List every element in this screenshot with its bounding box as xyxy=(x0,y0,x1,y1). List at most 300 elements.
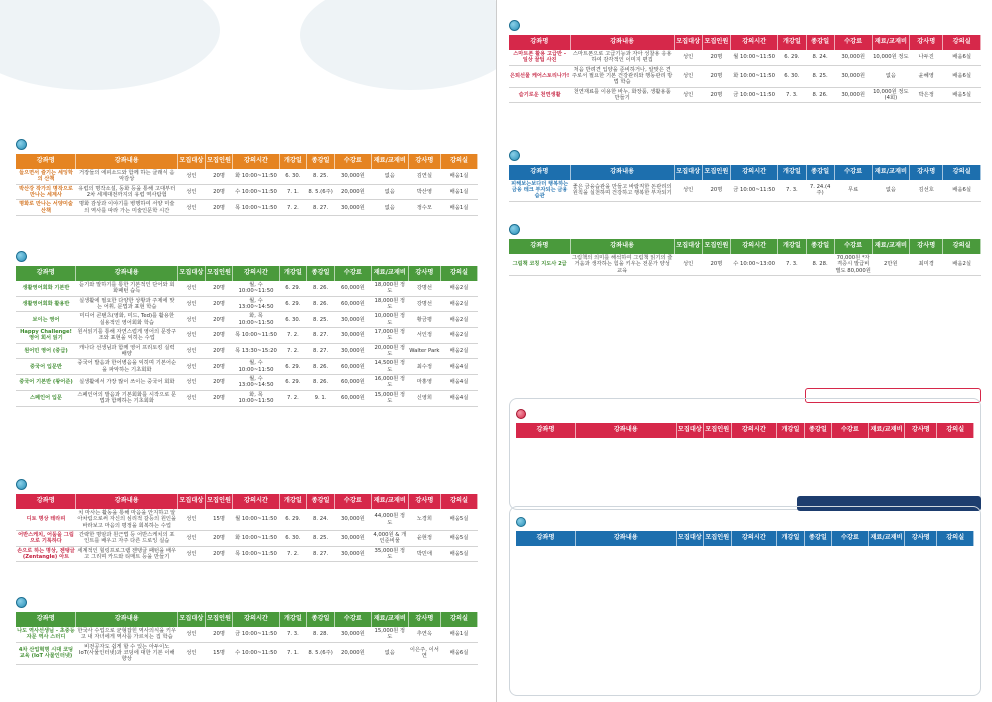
cell-classroom: 배움4실 xyxy=(441,359,478,375)
cell-material-fee: 18,000원 정도 xyxy=(371,296,408,312)
table-row xyxy=(509,65,981,87)
column-header: 개강일 xyxy=(279,266,307,281)
cell-target: 성인 xyxy=(178,296,206,312)
cell-capacity: 20명 xyxy=(205,184,233,200)
column-header: 수강료 xyxy=(834,35,872,50)
cell-schedule: 수 10:00~13:00 xyxy=(731,254,778,276)
column-header: 모집인원 xyxy=(205,494,233,509)
cell-fee: 30,000원 xyxy=(334,546,371,562)
cell-fee: 30,000원 xyxy=(334,200,371,216)
globe-icon xyxy=(16,251,27,262)
column-header: 강좌내용 xyxy=(570,239,674,254)
cell-schedule: 목 10:00~11:50 xyxy=(233,546,279,562)
cell-course-content: 원서읽기를 통해 자연스럽게 영어의 문장구조와 표현을 익히는 수업 xyxy=(77,329,177,342)
cell-instructor: 황금평 xyxy=(408,312,440,328)
cell-start-date: 6. 29. xyxy=(279,359,307,375)
cell-material-fee: 없음 xyxy=(872,180,910,201)
cell-target: 성인 xyxy=(674,65,702,87)
cell-end-date: 8. 25. xyxy=(806,65,834,87)
column-header: 강좌명 xyxy=(509,239,570,254)
table-row xyxy=(16,642,478,664)
column-header: 강좌내용 xyxy=(575,531,676,546)
globe-icon xyxy=(16,597,27,608)
cell-target: 성인 xyxy=(674,87,702,103)
cell-capacity: 20명 xyxy=(205,359,233,375)
cell-course-name: 나도 역사선생님 - 초중등 자문 역사 스터디 xyxy=(17,628,75,641)
cell-fee: 60,000원 xyxy=(334,390,371,406)
right-page xyxy=(496,0,992,702)
cell-end-date: 8. 27. xyxy=(307,546,335,562)
cell-fee: 60,000원 xyxy=(334,359,371,375)
cell-target: 성인 xyxy=(178,642,206,664)
cell-instructor: 추연옥 xyxy=(408,627,440,642)
column-header: 강사명 xyxy=(910,35,943,50)
course-table xyxy=(509,35,981,103)
table-row xyxy=(509,180,981,201)
cell-target: 성인 xyxy=(178,343,206,359)
column-header: 개강일 xyxy=(777,531,804,546)
cell-target: 성인 xyxy=(674,254,702,276)
cell-schedule: 금 10:00~11:50 xyxy=(233,627,279,642)
cell-capacity: 20명 xyxy=(702,87,730,103)
cell-start-date: 7. 2. xyxy=(279,343,307,359)
cell-course-content: 스페인어의 발음과 기본회화를 시작으로 문법과 함께하는 기초회화 xyxy=(77,391,177,405)
section-global-language xyxy=(16,249,478,409)
cell-target: 성인 xyxy=(178,281,206,296)
column-header: 재료/교재비 xyxy=(872,239,910,254)
column-header: 수강료 xyxy=(834,239,872,254)
column-header: 모집대상 xyxy=(674,239,702,254)
column-header: 강좌내용 xyxy=(76,494,178,509)
incheon-program xyxy=(509,398,981,510)
cell-course-content: 치 마사는 활동을 통해 마음을 안지하고 알아차림으로써 자신의 심리적 갈등의 원인을 바라보고 마음의 평정을 회복하는 수업 xyxy=(77,510,177,529)
cell-fee: 30,000원 xyxy=(334,343,371,359)
cell-capacity: 20명 xyxy=(205,375,233,391)
cell-classroom: 배움1실 xyxy=(441,200,478,216)
cell-start-date: 7. 3. xyxy=(778,254,806,276)
cell-end-date: 8. 5.(6주) xyxy=(307,642,335,664)
column-header: 강의실 xyxy=(943,239,981,254)
column-header: 재료/교재비 xyxy=(872,35,910,50)
cell-end-date: 8. 26. xyxy=(307,281,335,296)
cell-fee: 30,000원 xyxy=(334,627,371,642)
globe-icon xyxy=(16,139,27,150)
cell-course-name: 은퇴선물 케어스토리나가! xyxy=(509,65,570,87)
table-row xyxy=(16,546,478,562)
cell-course-content: 세계적인 힐링프로그램 젠탱글 패턴을 배우고 그리며 카드와 티매트 등을 만들기 xyxy=(77,547,177,561)
cell-capacity: 20명 xyxy=(702,254,730,276)
cell-course-name: 명화로 만나는 서양미술 산책 xyxy=(16,200,76,216)
cell-capacity: 20명 xyxy=(205,546,233,562)
column-header: 강사명 xyxy=(905,531,937,546)
globe-icon xyxy=(509,20,520,31)
cell-schedule: 화, 목 10:00~11:50 xyxy=(233,390,279,406)
cell-capacity: 20명 xyxy=(702,65,730,87)
cell-classroom: 배움1실 xyxy=(441,184,478,200)
column-header: 종강일 xyxy=(806,35,834,50)
column-header: 수강료 xyxy=(334,612,371,627)
cell-target: 성인 xyxy=(178,390,206,406)
cell-fee: 30,000원 xyxy=(334,531,371,547)
cell-fee: 20,000원 xyxy=(334,642,371,664)
cell-end-date: 8. 26. xyxy=(307,359,335,375)
column-header: 강좌명 xyxy=(509,35,570,50)
course-table xyxy=(16,494,478,562)
column-header: 모집인원 xyxy=(205,612,233,627)
cell-start-date: 6. 29. xyxy=(778,50,806,65)
column-header: 재료/교재비 xyxy=(371,266,408,281)
cell-course-content: 명화 감상과 이야기를 병행하여 서양 미술의 역사를 따라 가는 미술인문학 시간 xyxy=(76,200,178,216)
cell-capacity: 20명 xyxy=(205,390,233,406)
cell-instructor: 강명선 xyxy=(408,296,440,312)
column-header: 강좌내용 xyxy=(570,165,674,180)
cell-classroom: 배움4실 xyxy=(441,375,478,391)
cell-end-date: 8. 27. xyxy=(307,200,335,216)
column-header: 강의시간 xyxy=(731,423,777,438)
cell-instructor: 최수정 xyxy=(408,359,440,375)
column-header: 종강일 xyxy=(307,612,335,627)
cell-material-fee: 16,000원 정도 xyxy=(371,375,408,391)
cell-course-name: 생활영어회화 활용반 xyxy=(16,296,76,312)
cell-material-fee: 20,000원 정도 xyxy=(371,343,408,359)
cell-fee: 30,000원 xyxy=(334,312,371,328)
cell-course-content: 그림책의 의미를 해석하여 그림책 읽기의 즐거움과 생각하는 힘을 키우는 전문가 양성 교육 xyxy=(571,255,673,274)
cell-course-content: 캐나다 선생님과 함께 영어 프리토킹 실력 배양 xyxy=(76,343,178,359)
column-header: 강의시간 xyxy=(731,531,777,546)
column-header: 재료/교재비 xyxy=(371,494,408,509)
cell-classroom: 배움6실 xyxy=(943,65,981,87)
section-healing-art xyxy=(16,477,478,562)
cell-end-date: 8. 24. xyxy=(806,50,834,65)
cell-start-date: 7. 3. xyxy=(778,87,806,103)
cell-target: 성인 xyxy=(178,531,206,547)
cell-end-date: 8. 26. xyxy=(806,87,834,103)
cell-start-date: 7. 2. xyxy=(279,200,307,216)
column-header: 모집대상 xyxy=(674,35,702,50)
instructor-list xyxy=(516,548,636,551)
column-header: 강의실 xyxy=(441,266,478,281)
cell-course-name: 4차 산업혁명 시대 코딩교육 (IoT 사물인터넷) xyxy=(16,642,76,664)
cell-schedule: 화 10:00~11:50 xyxy=(233,531,279,547)
cell-target: 성인 xyxy=(178,627,206,642)
cell-start-date: 6. 29. xyxy=(279,281,307,296)
cell-material-fee: 17,000원 정도 xyxy=(371,328,408,344)
cell-schedule: 수 10:00~11:50 xyxy=(233,642,279,664)
column-header: 모집대상 xyxy=(674,165,702,180)
cell-course-content: 간략한 명암과 원근법 등 어반스케치의 포인트를 배우고 자주 다른 드로잉 실습 xyxy=(76,531,178,547)
column-header: 강사명 xyxy=(905,423,937,438)
cell-course-content: 중국어 발음과 한어병음을 익히며 기본어순을 파악하는 기초회화 xyxy=(77,360,177,373)
column-header: 개강일 xyxy=(279,154,307,169)
cell-capacity: 20명 xyxy=(205,169,233,184)
cell-material-fee: 10,000원 정도 xyxy=(371,312,408,328)
table-row xyxy=(509,87,981,103)
cell-capacity: 20명 xyxy=(205,531,233,547)
table-row xyxy=(16,296,478,312)
column-header: 종강일 xyxy=(307,154,335,169)
column-header: 강의실 xyxy=(937,531,974,546)
cell-fee: 무료 xyxy=(834,180,872,201)
cell-target: 성인 xyxy=(674,180,702,201)
table-row xyxy=(16,390,478,406)
cell-capacity: 20명 xyxy=(205,296,233,312)
cell-end-date: 8. 26. xyxy=(307,296,335,312)
cell-fee: 70,000원 *자격증시 발급비 별도 80,000원 xyxy=(835,255,871,274)
world-map-decoration xyxy=(0,0,220,90)
column-header: 개강일 xyxy=(279,494,307,509)
cell-course-name: 중국어 입문반 xyxy=(16,359,76,375)
course-table xyxy=(509,165,981,202)
section-expert xyxy=(509,222,981,276)
cell-end-date: 8. 24. xyxy=(307,509,335,531)
cell-target: 성인 xyxy=(178,375,206,391)
column-header: 강좌내용 xyxy=(76,612,178,627)
cell-course-name: 슬기로운 천연생활 xyxy=(509,87,570,103)
cell-classroom: 배움5실 xyxy=(441,531,478,547)
column-header: 강의시간 xyxy=(731,35,778,50)
cell-target: 성인 xyxy=(178,312,206,328)
cell-fee: 60,000원 xyxy=(334,281,371,296)
cell-end-date: 8. 26. xyxy=(307,375,335,391)
cell-fee: 20,000원 xyxy=(334,184,371,200)
column-header: 재료/교재비 xyxy=(371,612,408,627)
cell-fee: 30,000원 xyxy=(334,328,371,344)
course-table xyxy=(16,612,478,665)
cell-instructor: 김연실 xyxy=(408,169,440,184)
cell-capacity: 20명 xyxy=(702,50,730,65)
cell-course-name: 스마트폰 활용 고급반 - 일상 꿀팁 사진 xyxy=(509,50,570,65)
column-header: 강의실 xyxy=(943,165,981,180)
column-header: 종강일 xyxy=(307,266,335,281)
cell-course-name: 들으면서 즐기는 세잉학의 산책 xyxy=(16,169,76,184)
cell-classroom: 배움1실 xyxy=(441,627,478,642)
table-row xyxy=(509,50,981,65)
cell-material-fee: 없음 xyxy=(371,200,408,216)
cell-classroom: 배움2실 xyxy=(441,296,478,312)
column-header: 재료/교재비 xyxy=(872,165,910,180)
cell-classroom: 배움6실 xyxy=(943,180,981,201)
cell-course-content: 비전공자도 쉽게 할 수 있는 아두이노 IoT(사물인터넷)과 코딩에 대한 기본 이해 향상 xyxy=(76,642,178,664)
cell-start-date: 7. 3. xyxy=(778,180,806,201)
globe-icon xyxy=(509,224,520,235)
cell-instructor: 신영희 xyxy=(408,390,440,406)
lecture-schedule xyxy=(642,548,974,551)
cell-course-name: 스페인어 입문 xyxy=(16,390,76,406)
cell-instructor: 김선호 xyxy=(910,180,943,201)
cell-course-name: Happy Challenge! 영어 회서 읽기 xyxy=(16,328,76,344)
cell-start-date: 7. 2. xyxy=(279,546,307,562)
column-header: 개강일 xyxy=(778,165,806,180)
column-header: 재료/교재비 xyxy=(371,154,408,169)
cell-classroom: 배움2실 xyxy=(441,312,478,328)
cell-end-date: 8. 25. xyxy=(307,312,335,328)
column-header: 모집인원 xyxy=(702,165,730,180)
cell-material-fee: 10,000원 정도 xyxy=(872,50,910,65)
cell-material-fee: 없음 xyxy=(371,184,408,200)
cell-start-date: 6. 30. xyxy=(279,531,307,547)
cell-capacity: 20명 xyxy=(205,312,233,328)
cell-capacity: 20명 xyxy=(205,281,233,296)
cell-course-name: 중국어 기본반 (왕어준) xyxy=(16,375,76,391)
cell-end-date: 9. 1. xyxy=(307,390,335,406)
table-row xyxy=(16,359,478,375)
column-header: 강사명 xyxy=(408,612,440,627)
cell-start-date: 7. 2. xyxy=(279,328,307,344)
cell-material-fee: 35,000원 정도 xyxy=(371,546,408,562)
cell-start-date: 6. 29. xyxy=(279,375,307,391)
column-header: 종강일 xyxy=(804,531,831,546)
cell-classroom: 배움6실 xyxy=(441,642,478,664)
section-life-coaching xyxy=(509,18,981,103)
cell-material-fee: 18,000원 정도 xyxy=(371,281,408,296)
column-header: 종강일 xyxy=(806,239,834,254)
cell-classroom: 배움2실 xyxy=(943,254,981,276)
column-header: 강의실 xyxy=(441,154,478,169)
cell-classroom: 배움1실 xyxy=(441,169,478,184)
globe-icon xyxy=(16,479,27,490)
cell-instructor: 박민애 xyxy=(408,546,440,562)
cell-classroom: 배움5실 xyxy=(943,87,981,103)
cell-schedule: 금 10:00~11:50 xyxy=(731,87,778,103)
column-header: 강의시간 xyxy=(233,154,279,169)
cell-course-content: 미디어 콘텐츠(영화, 미드, Ted)를 활용한 실용적인 영어회화 학습 xyxy=(76,312,178,328)
cell-course-name: 디토 명상 테라피 xyxy=(16,509,76,531)
cell-course-name: 원어민 영어 (중급) xyxy=(16,343,76,359)
cell-fee: 30,000원 xyxy=(834,87,872,103)
column-header: 수강료 xyxy=(334,154,371,169)
cell-schedule: 목 10:00~11:50 xyxy=(233,200,279,216)
cell-course-content: 거장들의 에피소드와 함께 하는 클래식 음악감상 xyxy=(76,169,178,184)
cell-course-content: 한국사 수업으로 균형잡힌 역사의식을 키우고 내 자녀에게 역사를 가르치는 집 학습 xyxy=(77,628,177,641)
column-header: 강의실 xyxy=(441,612,478,627)
section-finance xyxy=(509,148,981,202)
cell-schedule: 금 10:00~11:50 xyxy=(731,180,778,201)
cell-schedule: 수 10:00~11:50 xyxy=(233,184,279,200)
column-header: 개강일 xyxy=(778,239,806,254)
cell-target: 성인 xyxy=(178,509,206,531)
table-row xyxy=(16,343,478,359)
column-header: 수강료 xyxy=(832,423,869,438)
column-header: 개강일 xyxy=(279,612,307,627)
column-header: 강좌명 xyxy=(516,531,575,546)
section-inmun xyxy=(16,137,478,216)
cell-material-fee: 없음 xyxy=(872,65,910,87)
column-header: 모집대상 xyxy=(178,494,206,509)
cell-material-fee: 없음 xyxy=(371,169,408,184)
cell-fee: 30,000원 xyxy=(834,65,872,87)
column-header: 강의실 xyxy=(943,35,981,50)
cell-material-fee: 없음 xyxy=(371,642,408,664)
column-header: 종강일 xyxy=(806,165,834,180)
cell-instructor: 이은주, 이서연 xyxy=(408,642,440,664)
cell-classroom: 배움2실 xyxy=(441,343,478,359)
cell-instructor: 윤현정 xyxy=(408,531,440,547)
cell-capacity: 20명 xyxy=(205,328,233,344)
cell-end-date: 8. 27. xyxy=(307,343,335,359)
column-header: 강의시간 xyxy=(731,165,778,180)
cell-instructor: 노경희 xyxy=(408,509,440,531)
cell-end-date: 7. 24.(4주) xyxy=(806,180,834,201)
column-header: 강의실 xyxy=(937,423,974,438)
course-table xyxy=(516,423,974,438)
column-header: 강좌명 xyxy=(509,165,570,180)
cell-schedule: 화, 목 10:00~11:50 xyxy=(233,312,279,328)
column-header: 강좌내용 xyxy=(570,35,674,50)
cell-start-date: 7. 3. xyxy=(279,627,307,642)
cell-schedule: 화 10:00~11:50 xyxy=(731,65,778,87)
cell-course-name: 생활영어회화 기본반 xyxy=(16,281,76,296)
column-header: 강좌명 xyxy=(16,612,76,627)
column-header: 강사명 xyxy=(408,154,440,169)
cell-instructor: 강명선 xyxy=(408,281,440,296)
column-header: 개강일 xyxy=(777,423,804,438)
column-header: 수강료 xyxy=(334,494,371,509)
cell-material-fee: 44,000원 정도 xyxy=(371,509,408,531)
cell-material-fee: 15,000원 정도 xyxy=(371,627,408,642)
column-header: 강의시간 xyxy=(233,266,279,281)
course-table xyxy=(16,266,478,407)
column-header: 수강료 xyxy=(834,165,872,180)
cell-start-date: 6. 30. xyxy=(778,65,806,87)
cell-start-date: 7. 1. xyxy=(279,184,307,200)
column-header: 종강일 xyxy=(307,494,335,509)
cell-start-date: 7. 2. xyxy=(279,390,307,406)
table-row xyxy=(16,531,478,547)
cell-schedule: 월, 수 13:00~14:50 xyxy=(233,296,279,312)
cell-end-date: 8. 5.(6주) xyxy=(307,184,335,200)
cell-instructor: 마홍영 xyxy=(408,375,440,391)
cell-schedule: 월, 수 10:00~11:50 xyxy=(233,359,279,375)
cell-course-content: 듣기와 말하기를 통한 기본적인 단어와 회화패턴 습득 xyxy=(76,281,178,296)
cell-capacity: 20명 xyxy=(205,627,233,642)
cell-capacity: 20명 xyxy=(702,180,730,201)
course-table xyxy=(509,239,981,276)
column-header: 모집대상 xyxy=(178,154,206,169)
column-header: 강사명 xyxy=(910,239,943,254)
table-row xyxy=(16,312,478,328)
cell-course-content: 처음 반려견 입양을 준비하거나, 알맞은 견주로서 필요한 기본 건강관리와 행동관리 방법 학습 xyxy=(571,66,673,86)
section-future-education xyxy=(16,595,478,665)
cell-fee: 30,000원 xyxy=(334,169,371,184)
cell-fee: 60,000원 xyxy=(334,296,371,312)
column-header: 모집대상 xyxy=(178,612,206,627)
cell-instructor: 윤혜영 xyxy=(910,65,943,87)
cell-fee: 30,000원 xyxy=(334,509,371,531)
cell-target: 성인 xyxy=(178,359,206,375)
table-row xyxy=(16,200,478,216)
table-row xyxy=(16,375,478,391)
column-header: 강사명 xyxy=(408,494,440,509)
cell-end-date: 8. 25. xyxy=(307,531,335,547)
cell-course-content: 좋은 금융습관을 만들고 바람직한 돈관리의 원칙을 실천하며 건강하고 행복한 부자되기 xyxy=(570,180,674,201)
cell-start-date: 6. 30. xyxy=(279,312,307,328)
globe-icon xyxy=(516,409,526,419)
cell-capacity: 20명 xyxy=(205,343,233,359)
column-header: 강사명 xyxy=(408,266,440,281)
cell-material-fee: 4,000원 & 개인준비물 xyxy=(373,532,407,545)
globe-icon xyxy=(509,150,520,161)
column-header: 강사명 xyxy=(910,165,943,180)
column-header: 모집인원 xyxy=(702,239,730,254)
globe-icon xyxy=(516,517,526,527)
cell-instructor: 서인정 xyxy=(408,328,440,344)
cell-course-name: 손으로 하는 명상, 젠탱글(Zentangle) 아트 xyxy=(17,547,75,561)
table-row xyxy=(16,328,478,344)
column-header: 종강일 xyxy=(804,423,831,438)
column-header: 모집인원 xyxy=(704,423,731,438)
table-row xyxy=(509,254,981,276)
cell-capacity: 15명 xyxy=(205,642,233,664)
